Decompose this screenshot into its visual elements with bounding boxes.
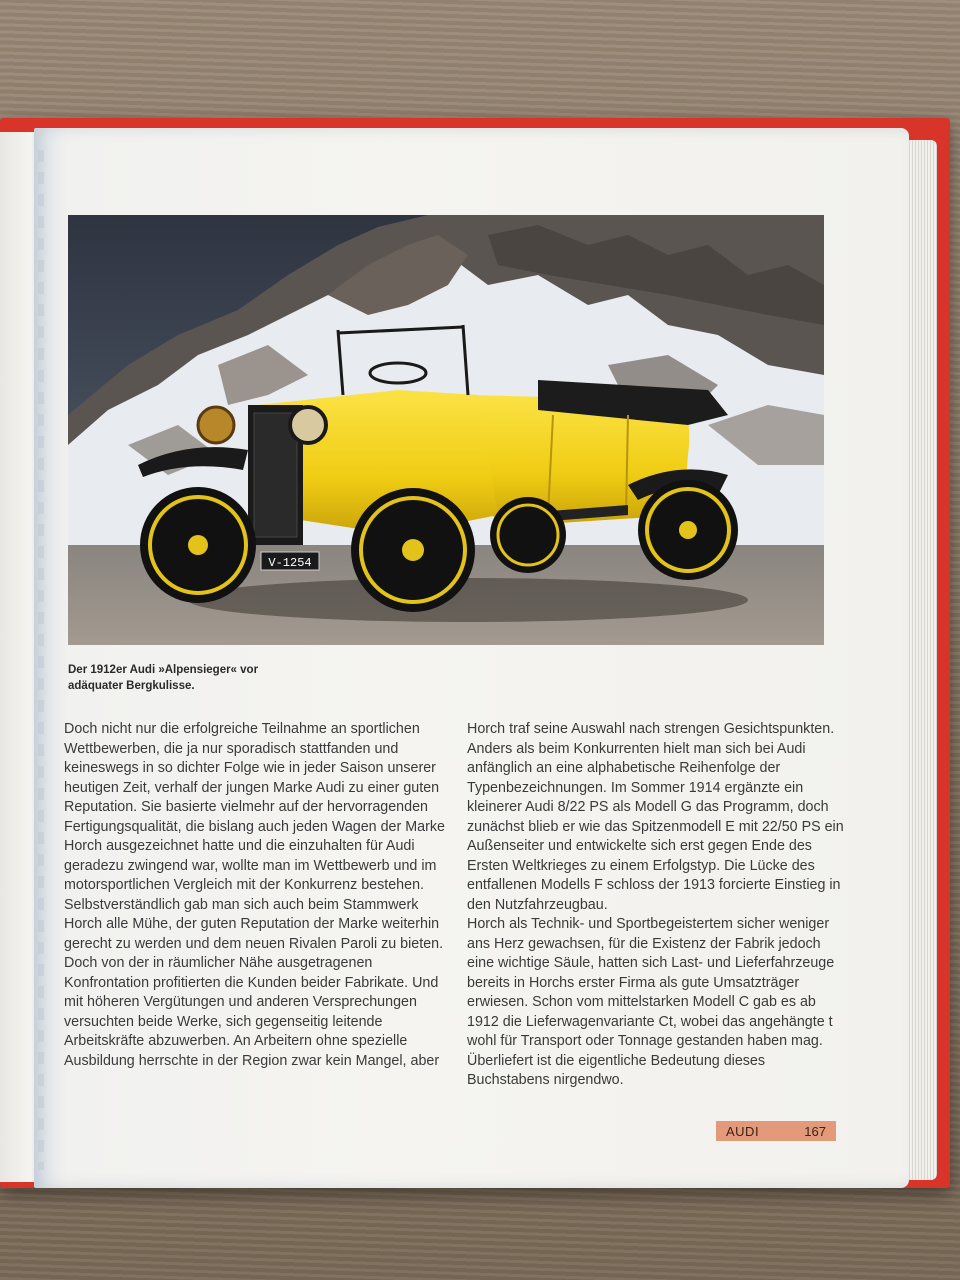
paragraph: Doch nicht nur die erfolgreiche Teilnahme an sportlichen Wettbewerben, die ja nur sporadisch stattfanden und keineswegs in so dichter Folge wie in jeder Saison unserer heutigen Zeit, verhalf der jungen Marke Audi zu einer guten Reputation. Sie basierte vielmehr auf der hervorragenden Fertigungsqualität, die bislang auch jeden Wagen der Marke Horch ausgezeichnet hatte und die einzuhalten für Audi geradezu zwingend war, wollte man im Wettbewerb und im motorsportlichen Vergleich mit der Konkurrenz bestehen. Selbstverständlich gab man sich auch beim Stammwerk Horch alle Mühe, der guten Reputation der Marke weiterhin gerecht zu werden und dem neuen Rivalen Paroli zu bieten. [64,721,445,952]
caption-line-2: adäquater Bergkulisse. [68,680,195,692]
photo-caption [68,662,328,694]
page-footer-tab [716,1121,836,1141]
caption-line-1: Der 1912er Audi »Alpensieger« vor [68,664,259,676]
wheel-rear-left [490,497,566,573]
car-photo [68,215,824,645]
wheel-front-left [140,487,256,603]
paragraph: Doch von der in räumlicher Nähe ausgetragenen Konfrontation profitierten die Kunden beider Fabrikate. Und mit höheren Vergütungen und anderen Versprechungen versuchten beide Werke, sich gegenseitig leitende Arbeitskräfte abzuwerben. An Arbeitern ohne spezielle Ausbildung herrschte in der Region zwar kein Mangel, aber [64,955,440,1069]
text-column-right [467,720,849,1091]
binding-stitch [38,150,44,1170]
wheel-front-right [351,488,475,612]
paragraph: Horch als Technik- und Sportbegeistertem sicher weniger ans Herz gewachsen, für die Existenz der Fabrik jedoch eine wichtige Säule, hatten sich Last- und Lieferfahrzeuge bereits in Horchs erster Firma als gute Umsatzträger erwiesen. Schon vom mittelstarken Modell C gab es ab 1912 die Lieferwagenvariante Ct, wobei das angehängte t wohl für Transport oder Tonnage gestanden haben mag. Überliefert ist die eigentliche Bedeutung dieses Buchstabens nirgendwo. [467,916,835,1088]
license-plate-text: V-1254 [268,556,312,570]
page-number: 167 [804,1123,826,1139]
footer-brand: AUDI [726,1123,760,1139]
wheel-rear-right [638,480,738,580]
paragraph: Horch traf seine Auswahl nach strengen Gesichtspunkten. Anders als beim Konkurrenten hielt man sich bei Audi anfänglich an eine alphabetische Reihenfolge der Typenbezeichnungen. Im Sommer 1914 ergänzte ein kleinerer Audi 8/22 PS als Modell G das Programm, doch zunächst blieb er wie das Spitzenmodell E mit 22/50 PS ein Außenseiter und entwickelte sich erst gegen Ende des Ersten Weltkrieges zu einem Erfolgstyp. Die Lücke des entfallenen Modells F schloss der 1913 forcierte Einstieg in den Nutzfahrzeugbau. [467,721,844,913]
text-column-left [64,720,446,1071]
